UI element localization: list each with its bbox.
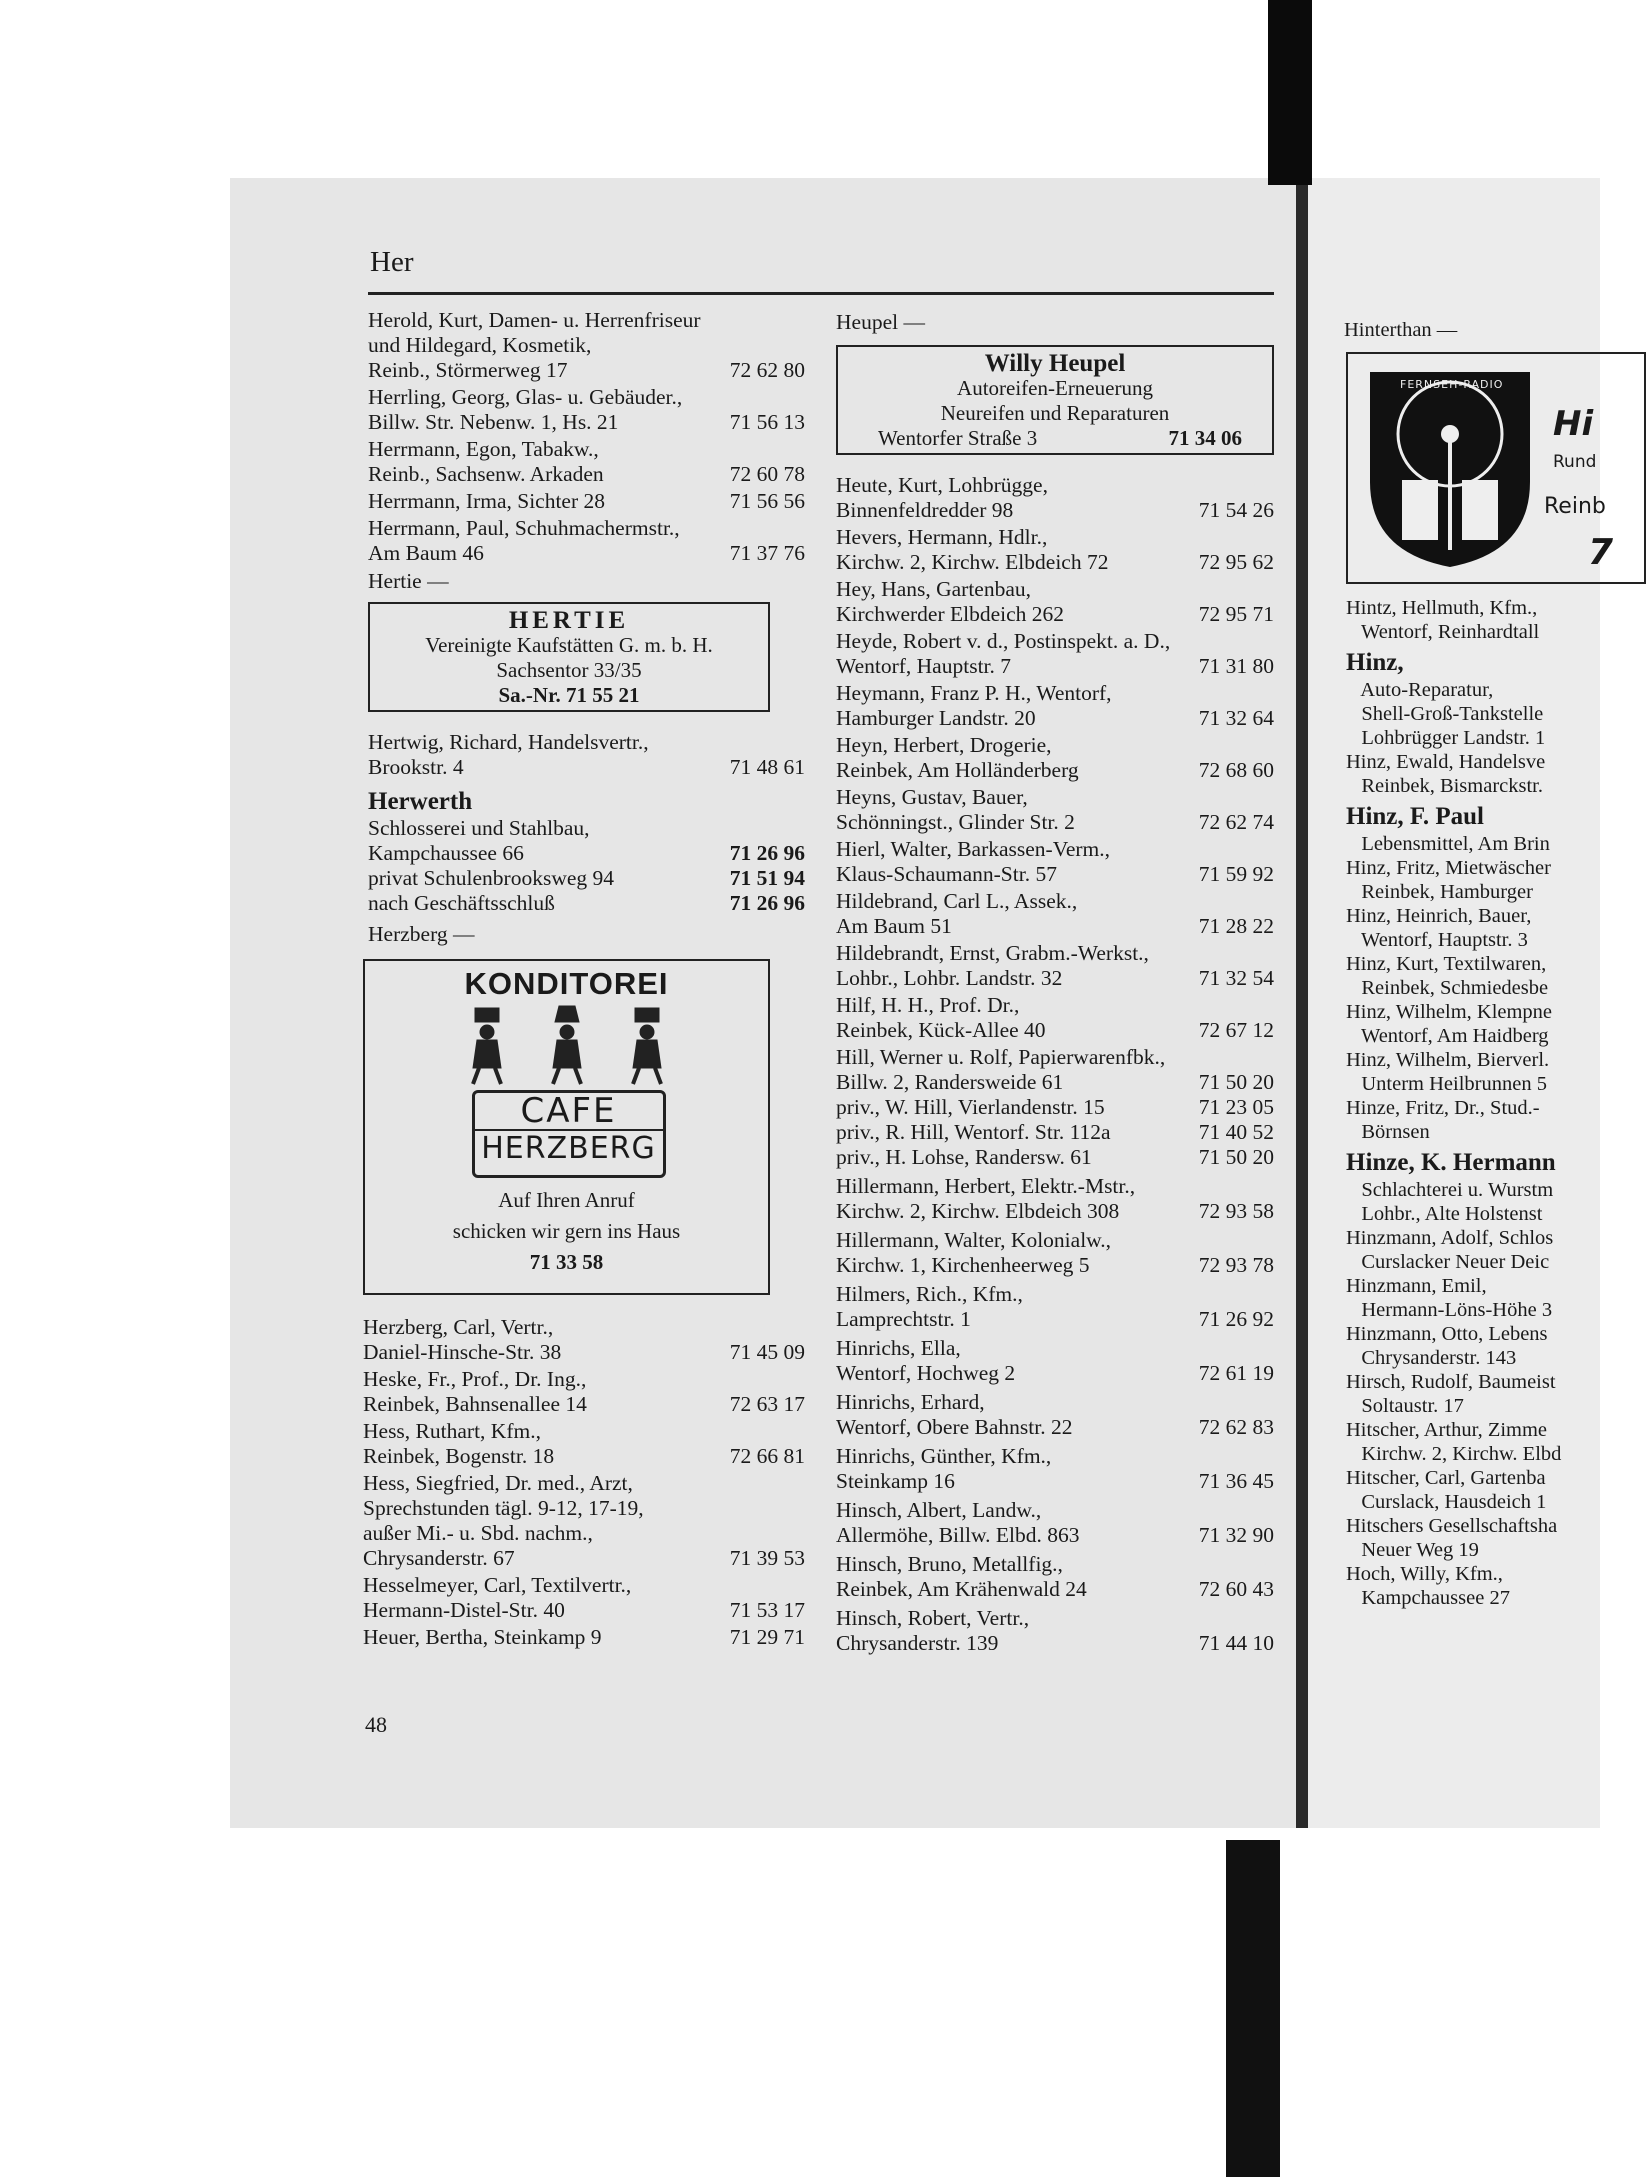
entry-name: Hinrichs, Günther, Kfm., bbox=[836, 1444, 1052, 1468]
entry-detail: Reinb., Störmerweg 17 72 62 80 bbox=[368, 358, 805, 382]
entry-phone: 72 63 17 bbox=[729, 1392, 805, 1416]
entry-detail: Am Baum 51 71 28 22 bbox=[836, 914, 1274, 938]
directory-entry bbox=[836, 1390, 1274, 1440]
entry-detail: Lamprechtstr. 1 71 26 92 bbox=[836, 1307, 1274, 1331]
right-entry-line: Lohbr., Alte Holstenst bbox=[1346, 1203, 1543, 1225]
heupel-ad-phone: 71 34 06 bbox=[1168, 426, 1242, 450]
gutter-shadow-bottom bbox=[1226, 1840, 1280, 2177]
entry-phone: 71 32 90 bbox=[1198, 1523, 1274, 1547]
entry-name: Herzberg, Carl, Vertr., bbox=[363, 1315, 554, 1339]
directory-entry bbox=[368, 308, 805, 383]
entry-name: Heyde, Robert v. d., Postinspekt. a. D., bbox=[836, 629, 1171, 653]
right-entry-line: Hinz, Wilhelm, Klempne bbox=[1346, 1001, 1553, 1023]
entry-phone: 72 68 60 bbox=[1198, 758, 1274, 782]
entry-name: Herrmann, Irma, Sichter 28 71 56 56 bbox=[368, 489, 805, 513]
heupel-ad bbox=[836, 345, 1274, 455]
entry-phone: 71 59 92 bbox=[1198, 862, 1274, 886]
hertie-ad-line2: Sachsentor 33/35 bbox=[496, 658, 642, 682]
directory-entry bbox=[836, 525, 1274, 575]
hill-row-text: Billw. 2, Randersweide 61 bbox=[836, 1070, 1064, 1094]
entry-detail: Am Baum 46 71 37 76 bbox=[368, 541, 805, 565]
right-column bbox=[1344, 318, 1614, 1610]
directory-entry bbox=[363, 1315, 805, 1365]
hill-row-phone: 71 23 05 bbox=[1198, 1095, 1274, 1119]
right-entry-heading: Hinz, bbox=[1346, 649, 1404, 676]
cafe-sign bbox=[472, 1090, 666, 1178]
directory-entry bbox=[836, 629, 1274, 679]
directory-entry bbox=[836, 681, 1274, 731]
heupel-ad-name: Willy Heupel bbox=[984, 350, 1126, 377]
directory-entry bbox=[363, 1471, 805, 1571]
entry-detail: Hamburger Landstr. 20 71 32 64 bbox=[836, 706, 1274, 730]
entry-phone: 72 95 71 bbox=[1198, 602, 1274, 626]
konditorei-phone: 71 33 58 bbox=[529, 1250, 604, 1274]
herwerth-row bbox=[368, 816, 805, 841]
right-entry-line: Lebensmittel, Am Brin bbox=[1346, 833, 1550, 855]
directory-entry bbox=[836, 1174, 1274, 1224]
entry-detail: Reinbek, Am Krähenwald 24 72 60 43 bbox=[836, 1577, 1274, 1601]
herwerth-row bbox=[368, 841, 805, 866]
right-entry-line: Hinze, Fritz, Dr., Stud.- bbox=[1346, 1097, 1540, 1119]
ad-name-partial: Hi bbox=[1553, 404, 1594, 444]
entry-detail: Kirchw. 1, Kirchenheerweg 5 72 93 78 bbox=[836, 1253, 1274, 1277]
entry-detail: und Hildegard, Kosmetik, bbox=[368, 333, 592, 357]
entry-detail: Kirchwerder Elbdeich 262 72 95 71 bbox=[836, 602, 1274, 626]
heupel-ad-address-row bbox=[838, 426, 1272, 451]
entry-name: Hillermann, Walter, Kolonialw., bbox=[836, 1228, 1112, 1252]
heupel-ad-line1: Autoreifen-Erneuerung bbox=[957, 376, 1153, 400]
entry-name: Hillermann, Herbert, Elektr.-Mstr., bbox=[836, 1174, 1136, 1198]
right-entry-line: Reinbek, Bismarckstr. bbox=[1346, 775, 1544, 797]
right-entry-line: Wentorf, Reinhardtall bbox=[1346, 621, 1540, 643]
right-entry-line: Wentorf, Hauptstr. 3 bbox=[1346, 929, 1528, 951]
directory-entry bbox=[836, 1498, 1274, 1548]
hill-row bbox=[836, 1070, 1274, 1095]
entry-detail: Reinbek, Kück-Allee 40 72 67 12 bbox=[836, 1018, 1274, 1042]
right-entry-line: Kirchw. 2, Kirchw. Elbd bbox=[1346, 1443, 1562, 1465]
hertie-ad-name: HERTIE bbox=[508, 607, 630, 634]
entry-phone: 72 93 78 bbox=[1198, 1253, 1274, 1277]
directory-entry bbox=[836, 837, 1274, 887]
cafe-sign-line1: CAFE bbox=[520, 1091, 617, 1131]
hill-row-text: priv., W. Hill, Vierlandenstr. 15 bbox=[836, 1095, 1105, 1119]
hill-row bbox=[836, 1095, 1274, 1120]
entry-detail: Daniel-Hinsche-Str. 38 71 45 09 bbox=[363, 1340, 805, 1364]
entry-name: Heske, Fr., Prof., Dr. Ing., bbox=[363, 1367, 587, 1391]
directory-entry bbox=[836, 889, 1274, 939]
hertie-ad-line1: Vereinigte Kaufstätten G. m. b. H. bbox=[425, 633, 713, 657]
left-bottom-entries bbox=[363, 1315, 805, 1650]
directory-entry bbox=[836, 1336, 1274, 1386]
section-label-heupel: Heupel — bbox=[836, 310, 925, 334]
hill-row-phone: 71 50 20 bbox=[1198, 1145, 1274, 1169]
entry-phone: 72 61 19 bbox=[1198, 1361, 1274, 1385]
entry-name: Heyn, Herbert, Drogerie, bbox=[836, 733, 1052, 757]
konditorei-line1: Auf Ihren Anruf bbox=[498, 1188, 635, 1212]
directory-entry bbox=[836, 1282, 1274, 1332]
directory-entry bbox=[368, 437, 805, 487]
right-entry-line: Hitscher, Carl, Gartenba bbox=[1346, 1467, 1546, 1489]
right-entry-line: Hinzmann, Emil, bbox=[1346, 1275, 1487, 1297]
page-fold bbox=[1296, 178, 1308, 1828]
right-entry-line: Chrysanderstr. 143 bbox=[1346, 1347, 1517, 1369]
entry-phone: 71 26 92 bbox=[1198, 1307, 1274, 1331]
entry-name: Hess, Ruthart, Kfm., bbox=[363, 1419, 541, 1443]
entry-phone: 71 31 80 bbox=[1198, 654, 1274, 678]
right-entry-line: Wentorf, Am Haidberg bbox=[1346, 1025, 1549, 1047]
directory-entry bbox=[368, 385, 805, 435]
entry-phone: 71 54 26 bbox=[1198, 498, 1274, 522]
entry-detail: Reinbek, Bogenstr. 18 72 66 81 bbox=[363, 1444, 805, 1468]
entry-phone: 71 53 17 bbox=[729, 1598, 805, 1622]
right-entry-line: Hoch, Willy, Kfm., bbox=[1346, 1563, 1503, 1585]
right-entry-line: Hermann-Löns-Höhe 3 bbox=[1346, 1299, 1553, 1321]
right-entry-line: Reinbek, Hamburger bbox=[1346, 881, 1533, 903]
entry-detail: Reinbek, Bahnsenallee 14 72 63 17 bbox=[363, 1392, 805, 1416]
heupel-ad-line2: Neureifen und Reparaturen bbox=[940, 401, 1170, 425]
entry-name: Hierl, Walter, Barkassen-Verm., bbox=[836, 837, 1111, 861]
ad-number-partial: 7 bbox=[1588, 532, 1614, 573]
entry-detail: Chrysanderstr. 139 71 44 10 bbox=[836, 1631, 1274, 1655]
entry-name: Herold, Kurt, Damen- u. Herrenfriseur bbox=[368, 308, 701, 332]
middle-entries bbox=[836, 473, 1274, 1656]
entry-phone: 71 32 54 bbox=[1198, 966, 1274, 990]
section-label-hinterthan: Hinterthan — bbox=[1344, 319, 1458, 341]
directory-entry bbox=[836, 473, 1274, 523]
right-entry-heading: Hinze, K. Hermann bbox=[1346, 1149, 1556, 1176]
entry-phone: 71 32 64 bbox=[1198, 706, 1274, 730]
right-entry-line: Börnsen bbox=[1346, 1121, 1430, 1143]
right-entry-line: Reinbek, Schmiedesbe bbox=[1346, 977, 1549, 999]
entry-detail: Lohbr., Lohbr. Landstr. 32 71 32 54 bbox=[836, 966, 1274, 990]
entry-phone: 71 37 76 bbox=[729, 541, 805, 565]
hill-row-text: priv., H. Lohse, Randersw. 61 bbox=[836, 1145, 1092, 1169]
right-entry-line: Hinzmann, Otto, Lebens bbox=[1346, 1323, 1548, 1345]
directory-entry bbox=[368, 730, 805, 780]
entry-phone: 72 93 58 bbox=[1198, 1199, 1274, 1223]
directory-entry bbox=[836, 1228, 1274, 1278]
herwerth-row-text: privat Schulenbrooksweg 94 bbox=[368, 866, 615, 890]
entry-name: Hilf, H. H., Prof. Dr., bbox=[836, 993, 1020, 1017]
fernseh-radio-logo-text: FERNSEH-RADIO bbox=[1400, 378, 1504, 391]
directory-entry bbox=[368, 516, 805, 566]
entry-phone: 72 67 12 bbox=[1198, 1018, 1274, 1042]
bakers-icon bbox=[442, 1006, 692, 1086]
entry-detail: Wentorf, Hochweg 2 72 61 19 bbox=[836, 1361, 1274, 1385]
herwerth-row-text: nach Geschäftsschluß bbox=[368, 891, 555, 915]
directory-entry bbox=[836, 1444, 1274, 1494]
entry-phone: 72 66 81 bbox=[729, 1444, 805, 1468]
directory-entry bbox=[836, 785, 1274, 835]
right-entry-line: Hinz, Ewald, Handelsve bbox=[1346, 751, 1546, 773]
directory-entry bbox=[363, 1573, 805, 1623]
entry-detail: Kirchw. 2, Kirchw. Elbdeich 72 72 95 62 bbox=[836, 550, 1274, 574]
entry-name: Hinrichs, Erhard, bbox=[836, 1390, 985, 1414]
right-entry-line: Hinz, Wilhelm, Bierverl. bbox=[1346, 1049, 1550, 1071]
fernseh-radio-logo-icon bbox=[1360, 362, 1540, 572]
ad-line2-partial: Reinb bbox=[1544, 494, 1606, 519]
entry-detail: Billw. Str. Nebenw. 1, Hs. 21 71 56 13 bbox=[368, 410, 805, 434]
entry-phone: 72 62 80 bbox=[729, 358, 805, 382]
herwerth-row-phone: 71 26 96 bbox=[729, 841, 805, 865]
section-label-hertie: Hertie — bbox=[368, 569, 449, 593]
directory-entry bbox=[836, 941, 1274, 991]
gutter-shadow-top bbox=[1268, 0, 1312, 185]
entry-detail: Reinbek, Am Holländerberg 72 68 60 bbox=[836, 758, 1274, 782]
entry-phone: 72 60 78 bbox=[729, 462, 805, 486]
right-entry-line: Hitscher, Arthur, Zimme bbox=[1346, 1419, 1548, 1441]
entry-detail: Binnenfeldredder 98 71 54 26 bbox=[836, 498, 1274, 522]
heupel-ad-address: Wentorfer Straße 3 bbox=[878, 426, 1038, 450]
right-entry-line: Hinz, Heinrich, Bauer, bbox=[1346, 905, 1532, 927]
hill-row bbox=[836, 1120, 1274, 1145]
entry-name: Hinsch, Albert, Landw., bbox=[836, 1498, 1042, 1522]
herwerth-row-text: Schlosserei und Stahlbau, bbox=[368, 816, 590, 840]
directory-entry bbox=[363, 1419, 805, 1469]
entry-name: Hinsch, Robert, Vertr., bbox=[836, 1606, 1030, 1630]
entry-name: Herrling, Georg, Glas- u. Gebäuder., bbox=[368, 385, 683, 409]
hill-head: Hill, Werner u. Rolf, Papierwarenfbk., bbox=[836, 1045, 1166, 1069]
entry-detail: Brookstr. 4 71 48 61 bbox=[368, 755, 805, 779]
right-entry-heading: Hinz, F. Paul bbox=[1346, 803, 1484, 830]
entry-phone: 71 39 53 bbox=[729, 1546, 805, 1570]
entry-detail: Allermöhe, Billw. Elbd. 863 71 32 90 bbox=[836, 1523, 1274, 1547]
entry-name: Heymann, Franz P. H., Wentorf, bbox=[836, 681, 1112, 705]
right-entry-line: Hinz, Fritz, Mietwäscher bbox=[1346, 857, 1551, 879]
konditorei-ad bbox=[363, 959, 770, 1295]
entry-phone: 71 44 10 bbox=[1198, 1631, 1274, 1655]
entry-phone: 71 56 13 bbox=[729, 410, 805, 434]
entry-detail: Sprechstunden tägl. 9-12, 17-19, bbox=[363, 1496, 644, 1520]
hill-row-phone: 71 40 52 bbox=[1198, 1120, 1274, 1144]
page-number: 48 bbox=[365, 1712, 387, 1737]
herwerth-row-text: Kampchaussee 66 bbox=[368, 841, 524, 865]
right-entry-line: Hintz, Hellmuth, Kfm., bbox=[1346, 597, 1538, 619]
hill-row-phone: 71 50 20 bbox=[1198, 1070, 1274, 1094]
left-column bbox=[363, 308, 805, 1650]
entry-phone: 72 95 62 bbox=[1198, 550, 1274, 574]
entry-phone: 71 45 09 bbox=[729, 1340, 805, 1364]
entry-phone: 71 48 61 bbox=[729, 755, 805, 779]
konditorei-title: KONDITOREI bbox=[464, 966, 669, 1001]
konditorei-line2: schicken wir gern ins Haus bbox=[452, 1219, 681, 1243]
right-entry-line: Soltaustr. 17 bbox=[1346, 1395, 1464, 1417]
entry-phone: 72 62 74 bbox=[1198, 810, 1274, 834]
directory-entry bbox=[836, 577, 1274, 627]
entry-name: Hildebrandt, Ernst, Grabm.-Werkst., bbox=[836, 941, 1149, 965]
entry-name: Heyns, Gustav, Bauer, bbox=[836, 785, 1028, 809]
entry-detail: Hermann-Distel-Str. 40 71 53 17 bbox=[363, 1598, 805, 1622]
hill-row-text: priv., R. Hill, Wentorf. Str. 112a bbox=[836, 1120, 1111, 1144]
middle-column bbox=[836, 310, 1274, 1656]
entry-phone: 71 36 45 bbox=[1198, 1469, 1274, 1493]
entry-detail: Chrysanderstr. 67 71 39 53 bbox=[363, 1546, 805, 1570]
directory-entry bbox=[368, 489, 805, 514]
entry-name: Hey, Hans, Gartenbau, bbox=[836, 577, 1032, 601]
cafe-illustration bbox=[442, 1006, 692, 1176]
entry-detail: außer Mi.- u. Sbd. nachm., bbox=[363, 1521, 593, 1545]
entry-phone: 71 29 71 bbox=[729, 1625, 805, 1649]
herwerth-row bbox=[368, 891, 805, 916]
page-header-title: Her bbox=[370, 246, 414, 278]
entry-name: Hevers, Hermann, Hdlr., bbox=[836, 525, 1048, 549]
hertie-ad bbox=[368, 602, 770, 712]
entry-phone: 71 28 22 bbox=[1198, 914, 1274, 938]
entry-detail: Steinkamp 16 71 36 45 bbox=[836, 1469, 1274, 1493]
entry-phone: 72 62 83 bbox=[1198, 1415, 1274, 1439]
directory-entry bbox=[836, 1606, 1274, 1656]
entry-name: Hilmers, Rich., Kfm., bbox=[836, 1282, 1023, 1306]
right-entries bbox=[1346, 596, 1600, 1610]
right-entry-line: Curslack, Hausdeich 1 bbox=[1346, 1491, 1547, 1513]
right-entry-line: Kampchaussee 27 bbox=[1346, 1587, 1510, 1609]
right-entry-line: Shell-Groß-Tankstelle bbox=[1346, 703, 1544, 725]
right-entry-line: Auto-Reparatur, bbox=[1346, 679, 1494, 701]
right-entry-line: Schlachterei u. Wurstm bbox=[1346, 1179, 1554, 1201]
entry-name: Herrmann, Egon, Tabakw., bbox=[368, 437, 599, 461]
entry-detail: Schönningst., Glinder Str. 2 72 62 74 bbox=[836, 810, 1274, 834]
directory-entry bbox=[836, 733, 1274, 783]
herwerth-row bbox=[368, 866, 805, 891]
entry-detail: Kirchw. 2, Kirchw. Elbdeich 308 72 93 58 bbox=[836, 1199, 1274, 1223]
entry-name: Hertwig, Richard, Handelsvertr., bbox=[368, 730, 649, 754]
entry-detail: Wentorf, Obere Bahnstr. 22 72 62 83 bbox=[836, 1415, 1274, 1439]
herwerth-row-phone: 71 51 94 bbox=[729, 866, 805, 890]
entry-name: Hildebrand, Carl L., Assek., bbox=[836, 889, 1078, 913]
right-entry-line: Lohbrügger Landstr. 1 bbox=[1346, 727, 1546, 749]
cafe-sign-line2: HERZBERG bbox=[475, 1129, 663, 1167]
right-entry-line: Neuer Weg 19 bbox=[1346, 1539, 1479, 1561]
right-entry-line: Hirsch, Rudolf, Baumeist bbox=[1346, 1371, 1556, 1393]
entry-phone: 72 60 43 bbox=[1198, 1577, 1274, 1601]
entry-name: Heuer, Bertha, Steinkamp 9 71 29 71 bbox=[363, 1625, 805, 1649]
directory-entry bbox=[363, 1625, 805, 1650]
right-entry-line: Hitschers Gesellschaftsha bbox=[1346, 1515, 1558, 1537]
right-entry-line: Unterm Heilbrunnen 5 bbox=[1346, 1073, 1547, 1095]
entry-name: Herrmann, Paul, Schuhmachermstr., bbox=[368, 516, 680, 540]
entry-name: Hess, Siegfried, Dr. med., Arzt, bbox=[363, 1471, 633, 1495]
herwerth-name: Herwerth bbox=[368, 788, 473, 815]
entry-detail: Wentorf, Hauptstr. 7 71 31 80 bbox=[836, 654, 1274, 678]
right-entry-line: Hinz, Kurt, Textilwaren, bbox=[1346, 953, 1547, 975]
right-entry-line: Curslacker Neuer Deic bbox=[1346, 1251, 1550, 1273]
hill-row bbox=[836, 1145, 1274, 1170]
hertie-ad-line3: Sa.-Nr. 71 55 21 bbox=[498, 683, 640, 707]
section-label-herzberg: Herzberg — bbox=[368, 922, 475, 946]
entry-name: Hinsch, Bruno, Metallfig., bbox=[836, 1552, 1063, 1576]
herwerth-row-phone: 71 26 96 bbox=[729, 891, 805, 915]
entry-detail: Klaus-Schaumann-Str. 57 71 59 92 bbox=[836, 862, 1274, 886]
fernseh-radio-ad bbox=[1346, 352, 1646, 584]
entry-name: Hinrichs, Ella, bbox=[836, 1336, 961, 1360]
directory-entry bbox=[836, 993, 1274, 1043]
entry-phone: 71 56 56 bbox=[729, 489, 805, 513]
directory-entry bbox=[363, 1367, 805, 1417]
entry-detail: Reinb., Sachsenw. Arkaden 72 60 78 bbox=[368, 462, 805, 486]
directory-entry bbox=[836, 1552, 1274, 1602]
header-rule bbox=[368, 292, 1274, 295]
ad-line1-partial: Rund bbox=[1553, 452, 1597, 472]
right-entry-line: Hinzmann, Adolf, Schlos bbox=[1346, 1227, 1554, 1249]
entry-name: Heute, Kurt, Lohbrügge, bbox=[836, 473, 1048, 497]
entry-name: Hesselmeyer, Carl, Textilvertr., bbox=[363, 1573, 632, 1597]
